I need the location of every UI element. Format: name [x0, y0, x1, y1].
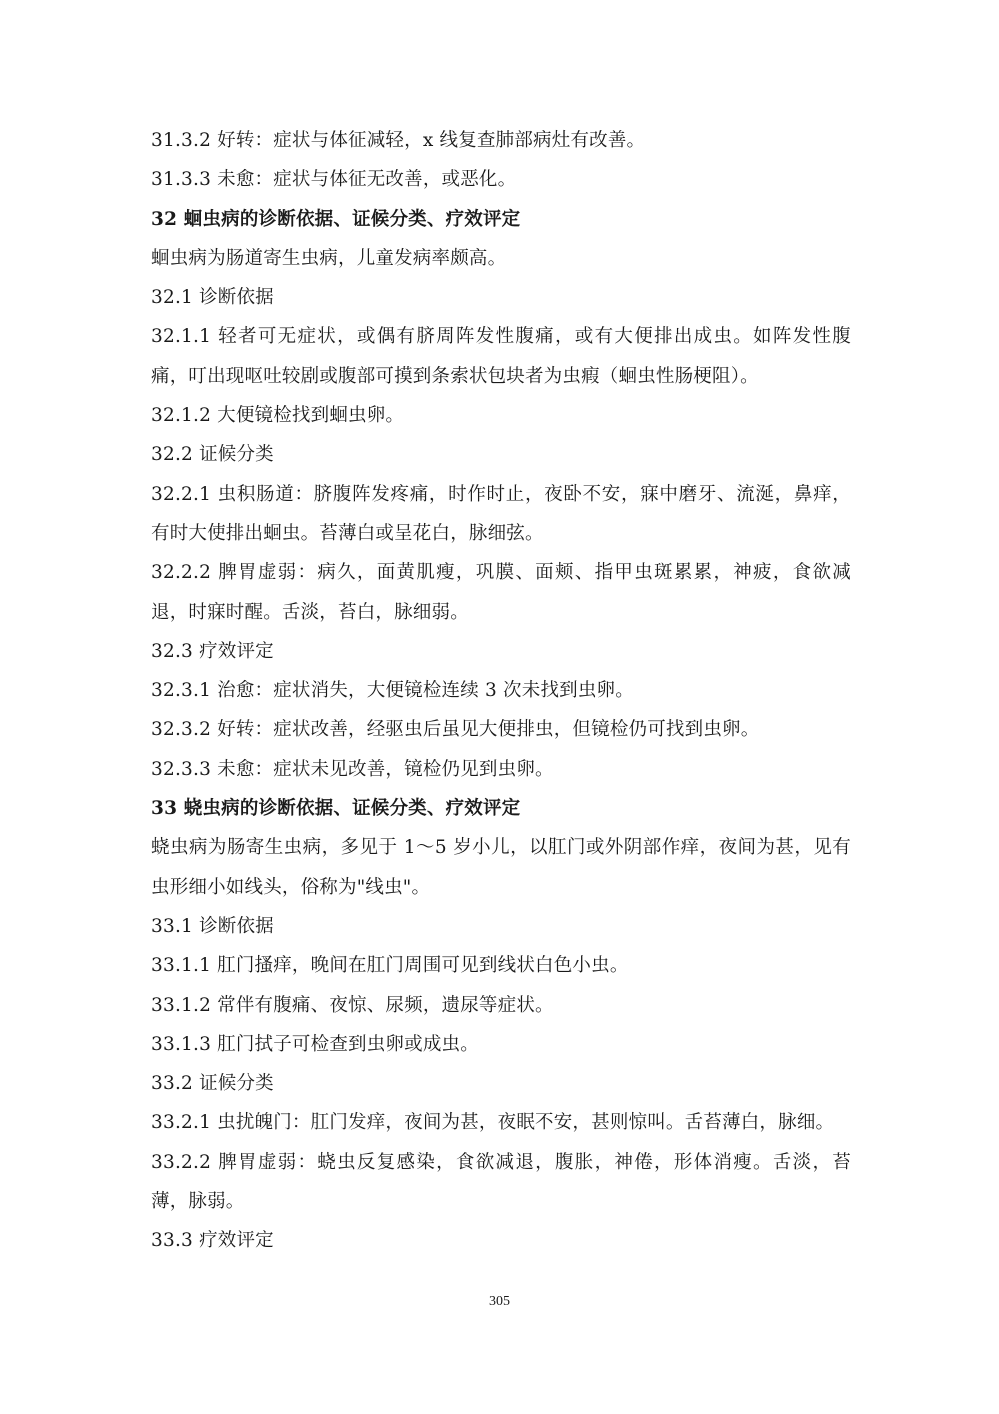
text-line: 32.1.2 大便镜检找到蛔虫卵。	[151, 405, 405, 427]
page-number: 305	[489, 1294, 510, 1309]
subsection-heading: 32.1 诊断依据	[151, 287, 274, 309]
text-line: 蛔虫病为肠道寄生虫病，儿童发病率颇高。	[151, 247, 507, 269]
paragraph: 33.2.2 脾胃虚弱：蛲虫反复感染，食欲减退，腹胀，神倦，形体消瘦。舌淡，苔薄，脉弱。	[151, 1151, 851, 1213]
subsection-heading: 32.2 证候分类	[151, 444, 274, 466]
paragraph: 32.2.1 虫积肠道：脐腹阵发疼痛，时作时止，夜卧不安，寐中磨牙、流涎，鼻痒，有时大使排出蛔虫。苔薄白或呈花白，脉细弦。	[151, 483, 851, 544]
subsection-heading: 33.3 疗效评定	[151, 1230, 274, 1252]
document-body	[151, 121, 851, 1261]
paragraph: 32.1.1 轻者可无症状，或偶有脐周阵发性腹痛，或有大便排出成虫。如阵发性腹痛，叮出现呕吐较剧或腹部可摸到条索状包块者为虫瘕（蛔虫性肠梗阻）。	[151, 326, 851, 387]
text-line: 32.3.3 未愈：症状未见改善，镜检仍见到虫卵。	[151, 758, 554, 780]
text-line: 31.3.2 好转：症状与体征减轻，x 线复查肺部病灶有改善。	[151, 130, 646, 151]
text-line: 33.1.3 肛门拭子可检查到虫卵或成虫。	[151, 1033, 479, 1055]
text-line: 32.3.1 治愈：症状消失，大便镜检连续 3 次未找到虫卵。	[151, 680, 634, 702]
subsection-heading: 33.2 证候分类	[151, 1073, 274, 1095]
subsection-heading: 33.1 诊断依据	[151, 915, 274, 937]
text-line: 33.1.2 常伴有腹痛、夜惊、尿频，遗尿等症状。	[151, 994, 554, 1016]
section-heading-33: 33 蛲虫病的诊断依据、证候分类、疗效评定	[151, 798, 521, 820]
section-heading-32: 32 蛔虫病的诊断依据、证候分类、疗效评定	[151, 208, 521, 230]
paragraph: 32.2.2 脾胃虚弱：病久，面黄肌瘦，巩膜、面颊、指甲虫斑累累，神疲，食欲减退，时寐时醒。舌淡，苔白，脉细弱。	[151, 562, 851, 623]
text-line: 33.1.1 肛门搔痒，晚间在肛门周围可见到线状白色小虫。	[151, 955, 629, 977]
subsection-heading: 32.3 疗效评定	[151, 640, 274, 662]
text-line: 32.3.2 好转：症状改善，经驱虫后虽见大便排虫，但镜检仍可找到虫卵。	[151, 719, 760, 741]
text-line: 33.2.1 虫扰魄门：肛门发痒，夜间为甚，夜眠不安，甚则惊叫。舌苔薄白，脉细。	[151, 1112, 835, 1134]
text-line: 31.3.3 未愈：症状与体征无改善，或恶化。	[151, 169, 517, 191]
paragraph: 蛲虫病为肠寄生虫病，多见于 1～5 岁小儿，以肛门或外阴部作痒，夜间为甚，见有虫形细小如线头，俗称为"线虫"。	[151, 837, 851, 898]
